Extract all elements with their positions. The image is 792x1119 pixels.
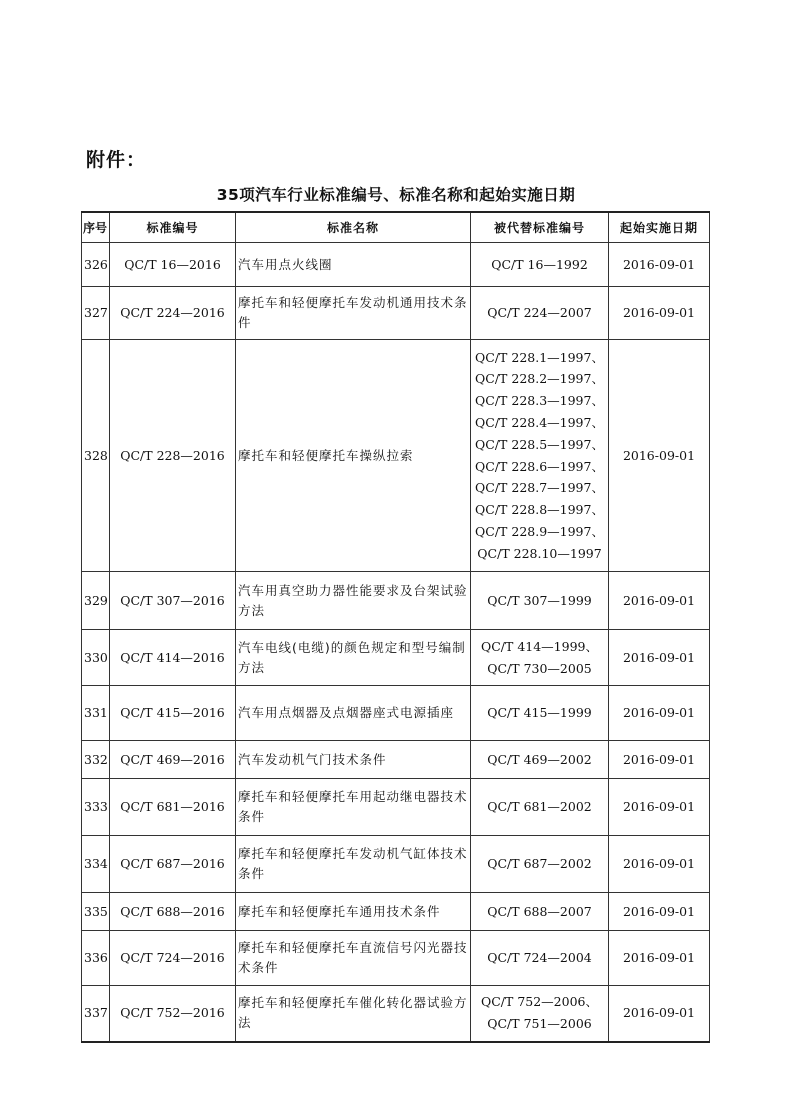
standard-name: 汽车用点火线圈 xyxy=(236,243,471,287)
table-row xyxy=(82,287,710,340)
header-name: 标准名称 xyxy=(236,212,471,243)
standard-code: QC/T 688—2016 xyxy=(110,893,236,931)
replaced-standard-code: QC/T 228.6—1997、 xyxy=(475,458,604,474)
replaced-standard-code: QC/T 688—2007 xyxy=(487,903,592,919)
table-row xyxy=(82,686,710,741)
standard-name: 汽车电线(电缆)的颜色规定和型号编制方法 xyxy=(236,630,471,686)
replaced-standard-code: QC/T 307—1999 xyxy=(487,592,592,608)
replaced-standards xyxy=(471,893,609,931)
replaced-standard-code: QC/T 224—2007 xyxy=(487,305,592,321)
row-number: 328 xyxy=(82,340,110,572)
standard-code: QC/T 415—2016 xyxy=(110,686,236,741)
effective-date: 2016-09-01 xyxy=(609,243,710,287)
table-row xyxy=(82,836,710,893)
replaced-standard-code: QC/T 228.7—1997、 xyxy=(475,480,604,496)
standard-name: 摩托车和轻便摩托车操纵拉索 xyxy=(236,340,471,572)
standard-code: QC/T 228—2016 xyxy=(110,340,236,572)
row-number: 334 xyxy=(82,836,110,893)
replaced-standard-code: QC/T 228.5—1997、 xyxy=(475,436,604,452)
effective-date: 2016-09-01 xyxy=(609,836,710,893)
effective-date: 2016-09-01 xyxy=(609,931,710,986)
standard-code: QC/T 687—2016 xyxy=(110,836,236,893)
standard-code: QC/T 469—2016 xyxy=(110,741,236,779)
table-row xyxy=(82,630,710,686)
standard-code: QC/T 724—2016 xyxy=(110,931,236,986)
row-number: 335 xyxy=(82,893,110,931)
replaced-standard-code: QC/T 687—2002 xyxy=(487,856,592,872)
replaced-standards xyxy=(471,287,609,340)
replaced-standard-code: QC/T 228.2—1997、 xyxy=(475,371,604,387)
standard-code: QC/T 752—2016 xyxy=(110,986,236,1042)
standard-code: QC/T 414—2016 xyxy=(110,630,236,686)
standard-name: 摩托车和轻便摩托车直流信号闪光器技术条件 xyxy=(236,931,471,986)
replaced-standards xyxy=(471,340,609,572)
effective-date: 2016-09-01 xyxy=(609,630,710,686)
effective-date: 2016-09-01 xyxy=(609,340,710,572)
header-replaced: 被代替标准编号 xyxy=(471,212,609,243)
standard-code: QC/T 16—2016 xyxy=(110,243,236,287)
header-no: 序号 xyxy=(82,212,110,243)
standard-code: QC/T 307—2016 xyxy=(110,572,236,630)
replaced-standards xyxy=(471,931,609,986)
replaced-standards xyxy=(471,836,609,893)
row-number: 332 xyxy=(82,741,110,779)
replaced-standard-code: QC/T 228.8—1997、 xyxy=(475,502,604,518)
table-row xyxy=(82,931,710,986)
replaced-standards xyxy=(471,572,609,630)
table-header-row xyxy=(82,212,710,243)
row-number: 326 xyxy=(82,243,110,287)
standard-name: 汽车用真空助力器性能要求及台架试验方法 xyxy=(236,572,471,630)
replaced-standard-code: QC/T 228.4—1997、 xyxy=(475,414,604,430)
attachment-label: 附件： xyxy=(86,149,147,171)
replaced-standards xyxy=(471,630,609,686)
effective-date: 2016-09-01 xyxy=(609,572,710,630)
effective-date: 2016-09-01 xyxy=(609,986,710,1042)
replaced-standard-code: QC/T 469—2002 xyxy=(487,751,592,767)
document-title: 35项汽车行业标准编号、标准名称和起始实施日期 xyxy=(216,186,576,204)
row-number: 337 xyxy=(82,986,110,1042)
replaced-standards xyxy=(471,243,609,287)
header-date: 起始实施日期 xyxy=(609,212,710,243)
replaced-standard-code: QC/T 228.10—1997 xyxy=(477,545,602,561)
replaced-standard-code: QC/T 228.3—1997、 xyxy=(475,393,604,409)
row-number: 331 xyxy=(82,686,110,741)
replaced-standard-code: QC/T 681—2002 xyxy=(487,799,592,815)
replaced-standards xyxy=(471,741,609,779)
replaced-standards xyxy=(471,686,609,741)
replaced-standard-code: QC/T 16—1992 xyxy=(491,256,588,272)
standards-table xyxy=(81,211,710,1043)
standard-name: 摩托车和轻便摩托车发动机通用技术条件 xyxy=(236,287,471,340)
effective-date: 2016-09-01 xyxy=(609,893,710,931)
standard-code: QC/T 681—2016 xyxy=(110,779,236,836)
row-number: 327 xyxy=(82,287,110,340)
table-row xyxy=(82,243,710,287)
standard-name: 摩托车和轻便摩托车催化转化器试验方法 xyxy=(236,986,471,1042)
replaced-standard-code: QC/T 730—2005 xyxy=(487,660,592,676)
table-row xyxy=(82,340,710,572)
effective-date: 2016-09-01 xyxy=(609,741,710,779)
row-number: 336 xyxy=(82,931,110,986)
replaced-standard-code: QC/T 751—2006 xyxy=(487,1016,592,1032)
replaced-standard-code: QC/T 414—1999、 xyxy=(480,638,598,654)
table-row xyxy=(82,572,710,630)
replaced-standard-code: QC/T 752—2006、 xyxy=(480,994,598,1010)
table-row xyxy=(82,893,710,931)
header-code: 标准编号 xyxy=(110,212,236,243)
standard-name: 摩托车和轻便摩托车发动机气缸体技术条件 xyxy=(236,836,471,893)
table-row xyxy=(82,741,710,779)
replaced-standard-code: QC/T 415—1999 xyxy=(487,705,592,721)
table-row xyxy=(82,779,710,836)
row-number: 330 xyxy=(82,630,110,686)
standard-name: 摩托车和轻便摩托车用起动继电器技术条件 xyxy=(236,779,471,836)
row-number: 333 xyxy=(82,779,110,836)
replaced-standards xyxy=(471,779,609,836)
effective-date: 2016-09-01 xyxy=(609,686,710,741)
replaced-standard-code: QC/T 228.1—1997、 xyxy=(475,349,604,365)
standard-name: 摩托车和轻便摩托车通用技术条件 xyxy=(236,893,471,931)
replaced-standards xyxy=(471,986,609,1042)
replaced-standard-code: QC/T 724—2004 xyxy=(487,950,592,966)
replaced-standard-code: QC/T 228.9—1997、 xyxy=(475,523,604,539)
standard-code: QC/T 224—2016 xyxy=(110,287,236,340)
row-number: 329 xyxy=(82,572,110,630)
standard-name: 汽车发动机气门技术条件 xyxy=(236,741,471,779)
table-row xyxy=(82,986,710,1042)
effective-date: 2016-09-01 xyxy=(609,779,710,836)
standard-name: 汽车用点烟器及点烟器座式电源插座 xyxy=(236,686,471,741)
effective-date: 2016-09-01 xyxy=(609,287,710,340)
